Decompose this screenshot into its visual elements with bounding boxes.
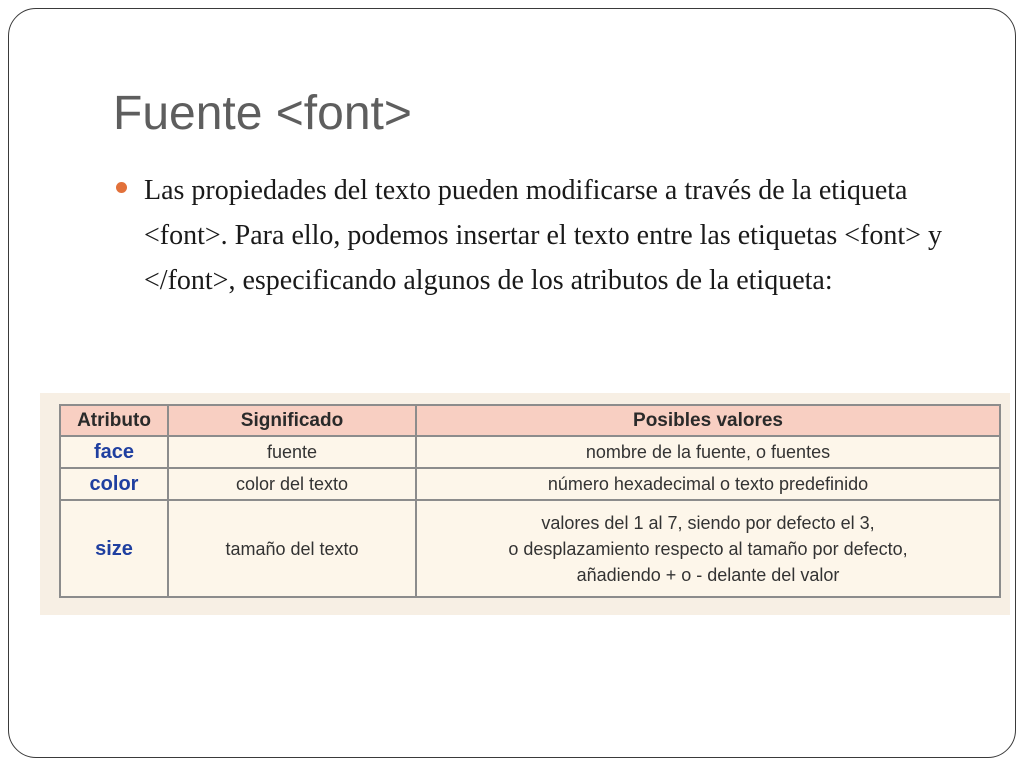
attribute-cell: face (60, 436, 168, 468)
values-cell: número hexadecimal o texto predefinido (416, 468, 1000, 500)
meaning-cell: fuente (168, 436, 416, 468)
meaning-cell: color del texto (168, 468, 416, 500)
values-cell (416, 500, 1000, 597)
table-header-row (60, 405, 1000, 436)
meaning-cell: tamaño del texto (168, 500, 416, 597)
values-line: valores del 1 al 7, siendo por defecto el 3, (541, 512, 875, 533)
slide-title: Fuente <font> (113, 87, 412, 140)
table-row (60, 500, 1000, 597)
attribute-cell: size (60, 500, 168, 597)
values-line: o desplazamiento respecto al tamaño por defecto, (508, 538, 908, 559)
header-significado: Significado (168, 405, 416, 436)
attribute-table (59, 404, 1001, 598)
table-row (60, 436, 1000, 468)
values-line: añadiendo + o - delante del valor (576, 564, 840, 585)
bullet-icon (116, 182, 127, 193)
attribute-table-image (40, 393, 1010, 615)
bullet-text: Las propiedades del texto pueden modificarse a través de la etiqueta <font>. Para ello, podemos insertar el texto entre las etiquetas <font> y </font>, especificando algunos de los atributos de la etiqueta: (144, 175, 942, 296)
attribute-cell: color (60, 468, 168, 500)
header-atributo: Atributo (60, 405, 168, 436)
header-posibles-valores: Posibles valores (416, 405, 1000, 436)
table-row (60, 468, 1000, 500)
values-cell: nombre de la fuente, o fuentes (416, 436, 1000, 468)
